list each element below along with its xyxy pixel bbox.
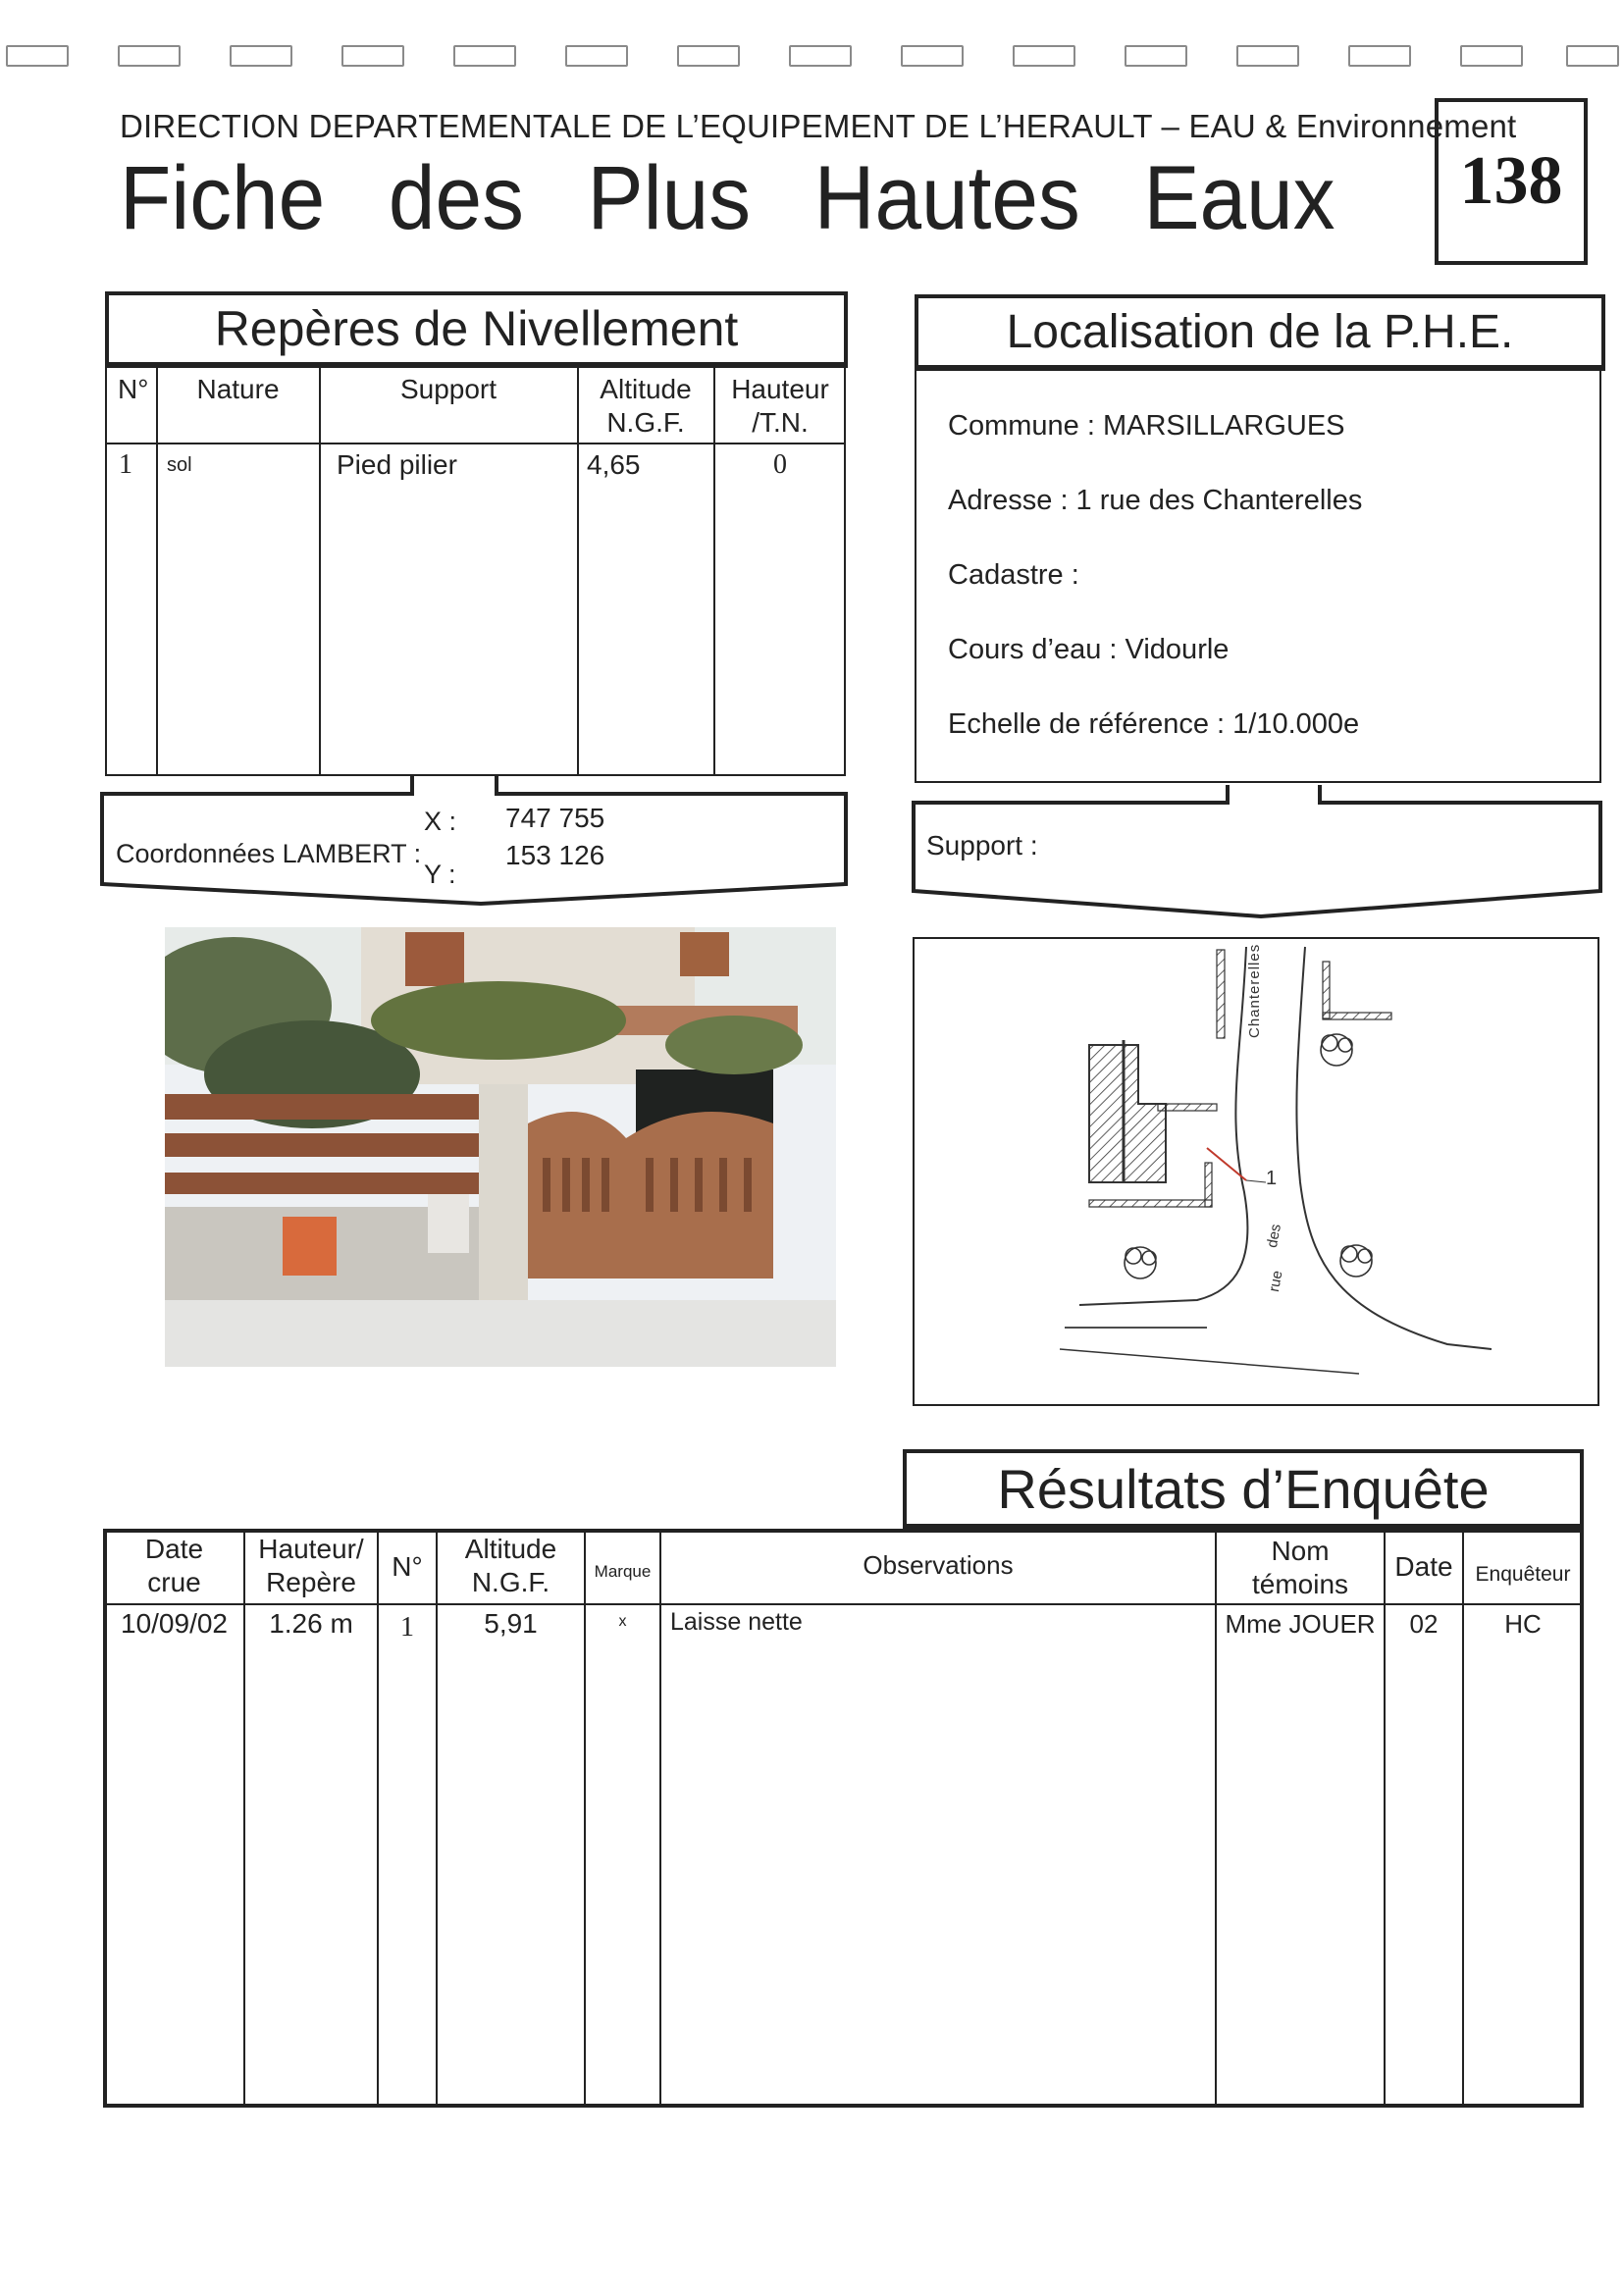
resultats-col-altitude-sub: N.G.F. — [471, 1567, 550, 1597]
resultats-header-sep — [103, 1603, 1584, 1605]
resultats-col-nom-sub: témoins — [1251, 1569, 1349, 1599]
resultats-row-marque: x — [618, 1613, 627, 1630]
reperes-col-num: N° — [118, 374, 149, 404]
resultats-col-hauteur-sub: Repère — [266, 1567, 356, 1597]
lambert-x-label: X : — [424, 807, 457, 836]
resultats-row-date: 02 — [1409, 1609, 1439, 1639]
map-street-chanterelles: Chanterelles — [1246, 943, 1263, 1038]
resultats-row-observations: Laisse nette — [670, 1608, 803, 1636]
lambert-y-value: 153 126 — [505, 840, 605, 870]
sheet-number: 138 — [1435, 98, 1588, 265]
reperes-header-sep — [105, 443, 846, 444]
resultats-row-date-crue: 10/09/02 — [121, 1608, 228, 1639]
binder-hole — [118, 45, 181, 67]
map-street-des: des — [1264, 1223, 1284, 1249]
map-street-rue: rue — [1266, 1269, 1286, 1293]
cadastre-field: Cadastre : — [948, 559, 1079, 591]
resultats-col-sep — [659, 1529, 661, 2108]
binder-hole — [1348, 45, 1411, 67]
house-photo — [165, 927, 836, 1367]
resultats-row-temoins: Mme JOUER — [1225, 1609, 1376, 1639]
resultats-col-marque: Marque — [594, 1562, 652, 1581]
adresse-field: Adresse : 1 rue des Chanterelles — [948, 485, 1363, 516]
organization-header: DIRECTION DEPARTEMENTALE DE L’EQUIPEMENT DE L’HERAULT – EAU & Environnement — [120, 108, 1517, 144]
resultats-col-altitude: Altitude — [464, 1534, 557, 1564]
resultats-title: Résultats d’Enquête — [903, 1449, 1584, 1530]
reperes-row-hauteur: 0 — [773, 449, 787, 480]
resultats-row-hauteur: 1.26 m — [269, 1608, 353, 1639]
support-label: Support : — [926, 830, 1038, 861]
resultats-col-hauteur: Hauteur/ — [258, 1534, 364, 1564]
resultats-col-date2: Date — [1394, 1551, 1453, 1582]
resultats-col-num: N° — [392, 1551, 423, 1582]
echelle-field: Echelle de référence : 1/10.000e — [948, 708, 1360, 740]
reperes-col-hauteur-unit: /T.N. — [752, 407, 809, 438]
binder-hole — [1566, 45, 1619, 67]
cours-eau-field: Cours d’eau : Vidourle — [948, 634, 1230, 665]
resultats-row-altitude: 5,91 — [484, 1608, 538, 1639]
localisation-title: Localisation de la P.H.E. — [915, 294, 1605, 371]
lambert-x-value: 747 755 — [505, 803, 605, 833]
page-title: Fiche des Plus Hautes Eaux — [120, 148, 1335, 248]
reperes-col-support: Support — [399, 374, 497, 404]
resultats-col-nom: Nom — [1271, 1536, 1330, 1566]
reperes-row-altitude: 4,65 — [587, 449, 641, 480]
resultats-row-num: 1 — [400, 1612, 414, 1643]
binder-hole — [1013, 45, 1075, 67]
binder-hole — [901, 45, 964, 67]
binder-hole — [341, 45, 404, 67]
binder-hole — [453, 45, 516, 67]
reperes-row-nature: sol — [167, 454, 192, 476]
resultats-col-enqueteur: Enquêteur — [1475, 1563, 1571, 1586]
resultats-col-date: Date — [144, 1534, 204, 1564]
reperes-col-altitude-unit: N.G.F. — [606, 407, 685, 438]
commune-field: Commune : MARSILLARGUES — [948, 410, 1345, 442]
resultats-col-observations: Observations — [863, 1550, 1014, 1580]
reperes-col-hauteur: Hauteur — [731, 374, 829, 404]
binder-hole — [677, 45, 740, 67]
binder-hole — [789, 45, 852, 67]
map-marker-label: 1 — [1266, 1168, 1278, 1189]
reperes-col-sep — [319, 366, 321, 776]
reperes-col-altitude: Altitude — [600, 374, 692, 404]
binder-hole — [1125, 45, 1187, 67]
reperes-title: Repères de Nivellement — [105, 291, 848, 368]
binder-hole — [1236, 45, 1299, 67]
resultats-col-date-sub: crue — [147, 1567, 201, 1597]
binder-hole — [6, 45, 69, 67]
binder-hole — [230, 45, 292, 67]
reperes-col-nature: Nature — [196, 374, 280, 404]
reperes-col-sep — [156, 366, 158, 776]
lambert-label: Coordonnées LAMBERT : — [116, 839, 422, 868]
lambert-y-label: Y : — [424, 860, 456, 889]
reperes-row-num: 1 — [119, 449, 132, 480]
binder-hole — [1460, 45, 1523, 67]
resultats-row-enqueteur: HC — [1504, 1609, 1542, 1639]
reperes-row-support: Pied pilier — [337, 449, 457, 480]
binder-hole — [565, 45, 628, 67]
